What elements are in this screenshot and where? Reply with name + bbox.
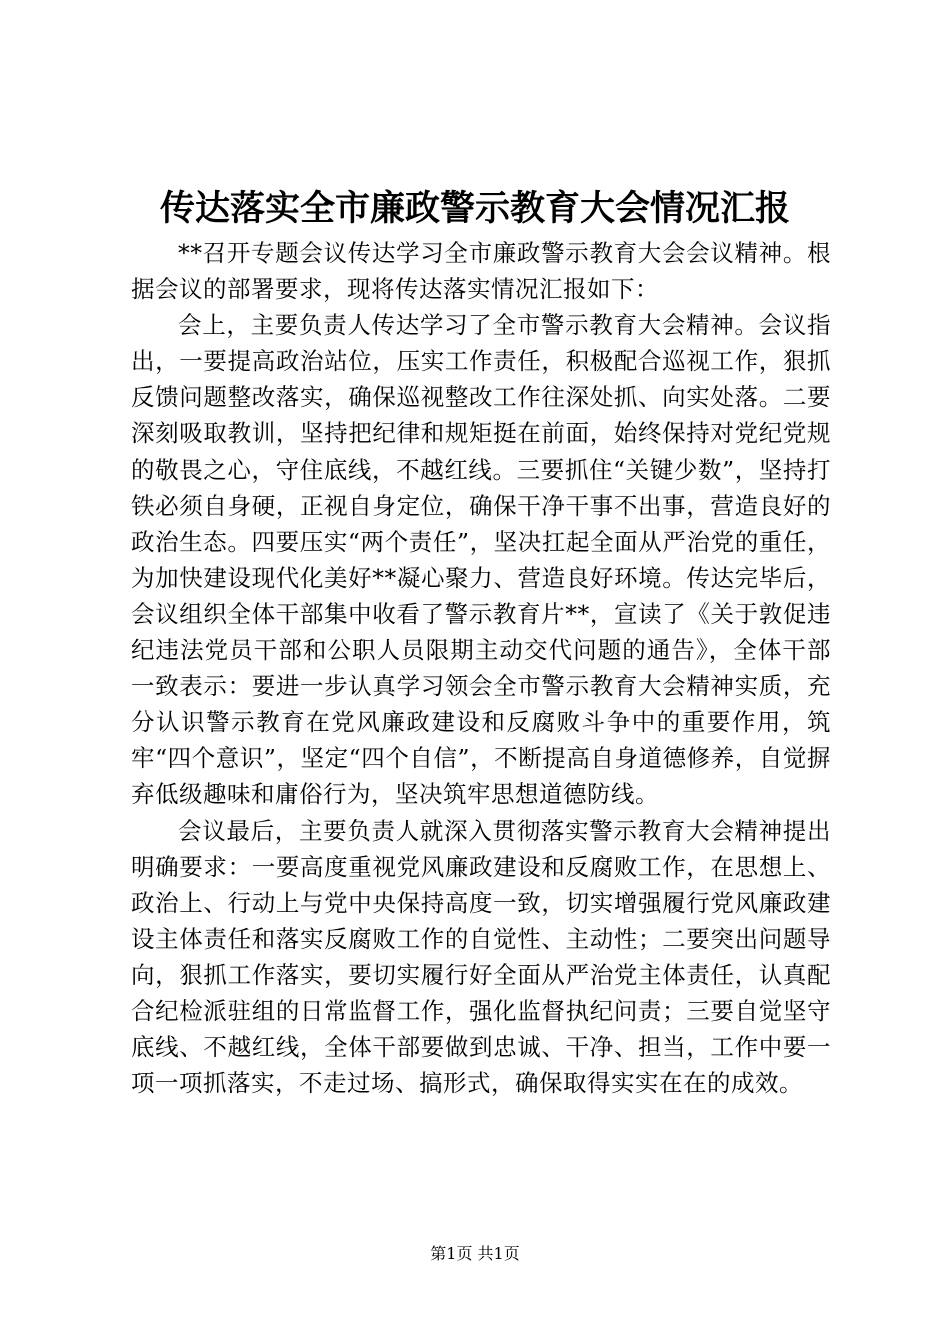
paragraph-intro: **召开专题会议传达学习全市廉政警示教育大会会议精神。根据会议的部署要求，现将传达落实情况汇报如下： [131, 239, 831, 304]
paragraph-meeting-content: 会上，主要负责人传达学习了全市警示教育大会精神。会议指出，一要提高政治站位，压实工作责任，积极配合巡视工作，狠抓反馈问题整改落实，确保巡视整改工作往深处抓、向实处落。二要深刻吸取教训，坚持把纪律和规矩挺在前面，始终保持对党纪党规的敬畏之心，守住底线，不越红线。三要抓住“关键少数”，坚持打铁必须自身硬，正视自身定位，确保干净干事不出事，营造良好的政治生态。四要压实“两个责任”，坚决扛起全面从严治党的重任，为加快建设现代化美好**凝心聚力、营造良好环境。传达完毕后，会议组织全体干部集中收看了警示教育片**，宣读了《关于敦促违纪违法党员干部和公职人员限期主动交代问题的通告》，全体干部一致表示：要进一步认真学习领会全市警示教育大会精神实质，充分认识警示教育在党风廉政建设和反腐败斗争中的重要作用，筑牢“四个意识”，坚定“四个自信”，不断提高自身道德修养，自觉摒弃低级趣味和庸俗行为，坚决筑牢思想道德防线。 [131, 311, 831, 809]
paragraph-requirements: 会议最后，主要负责人就深入贯彻落实警示教育大会精神提出明确要求：一要高度重视党风廉政建设和反腐败工作，在思想上、政治上、行动上与党中央保持高度一致，切实增强履行党风廉政建设主体责任和落实反腐败工作的自觉性、主动性；二要突出问题导向，狠抓工作落实，要切实履行好全面从严治党主体责任，认真配合纪检派驻组的日常监督工作，强化监督执纪问责；三要自觉坚守底线、不越红线，全体干部要做到忠诚、干净、担当，工作中要一项一项抓落实，不走过场、搞形式，确保取得实实在在的成效。 [131, 816, 831, 1098]
page-footer: 第1页 共1页 [430, 1244, 520, 1263]
document-title: 传达落实全市廉政警示教育大会情况汇报 [159, 188, 790, 229]
document-body [131, 235, 831, 1101]
